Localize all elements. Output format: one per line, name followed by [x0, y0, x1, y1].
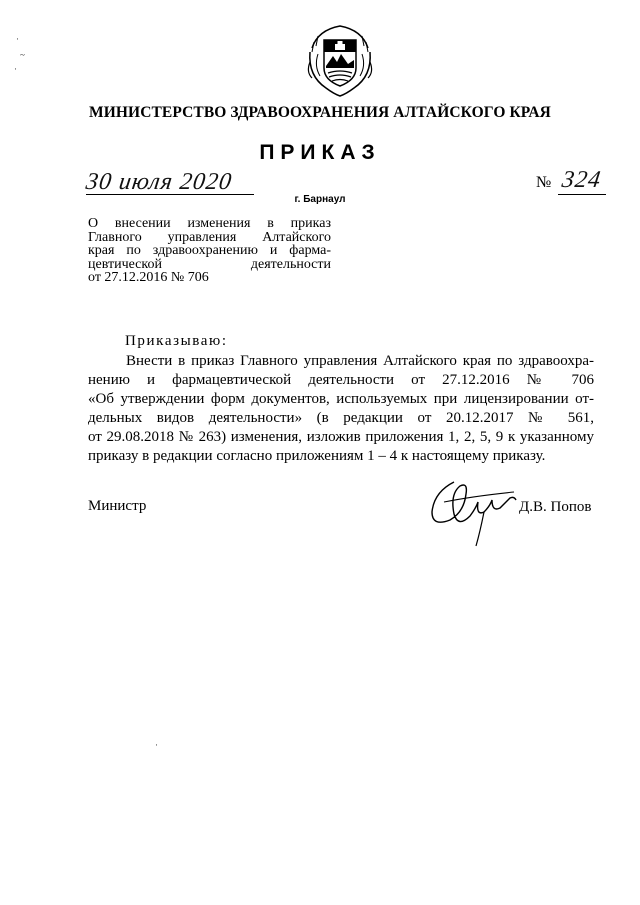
order-body [88, 352, 594, 466]
order-date: 30 июля 2020 [84, 169, 234, 195]
signer-name: Д.В. Попов [519, 499, 592, 515]
order-intro: Приказываю: [125, 333, 228, 349]
scan-mark: · [16, 34, 19, 44]
scan-mark: · [14, 64, 17, 74]
order-subject [88, 217, 331, 285]
signer-position: Министр [88, 498, 147, 514]
subject-line: цевтической деятельности [88, 256, 331, 272]
body-line: приказу в редакции согласно приложениям 1 – 4 к настоящему приказу. [88, 448, 546, 464]
body-line: от 29.08.2018 № 263) изменения, изложив приложения 1, 2, 5, 9 к указанному [88, 429, 594, 445]
signature-icon [424, 472, 524, 552]
body-line: дельных видов деятельности» (в редакции от 20.12.2017 № 561, [88, 410, 594, 426]
subject-line: Главного управления Алтайского [88, 229, 331, 245]
order-number: 324 [560, 167, 603, 193]
body-line: Внести в приказ Главного управления Алтайского края по здравоохра- [126, 353, 594, 369]
document-type-title: ПРИКАЗ [259, 141, 381, 164]
city: г. Барнаул [294, 194, 346, 205]
subject-line: О внесении изменения в приказ [88, 216, 331, 231]
coat-of-arms-icon [304, 22, 376, 98]
organization-name: МИНИСТЕРСТВО ЗДРАВООХРАНЕНИЯ АЛТАЙСКОГО КРАЯ [89, 104, 551, 121]
scan-mark: · [155, 740, 158, 750]
body-line: нению и фармацевтической деятельности от 27.12.2016 № 706 [88, 372, 594, 388]
subject-line: от 27.12.2016 № 706 [88, 270, 209, 285]
order-number-label: № [536, 174, 552, 191]
body-line: «Об утверждении форм документов, используемых при лицензировании от- [88, 391, 594, 407]
subject-line: края по здравоохранению и фарма- [88, 243, 331, 258]
scan-mark: ~ [20, 50, 25, 60]
